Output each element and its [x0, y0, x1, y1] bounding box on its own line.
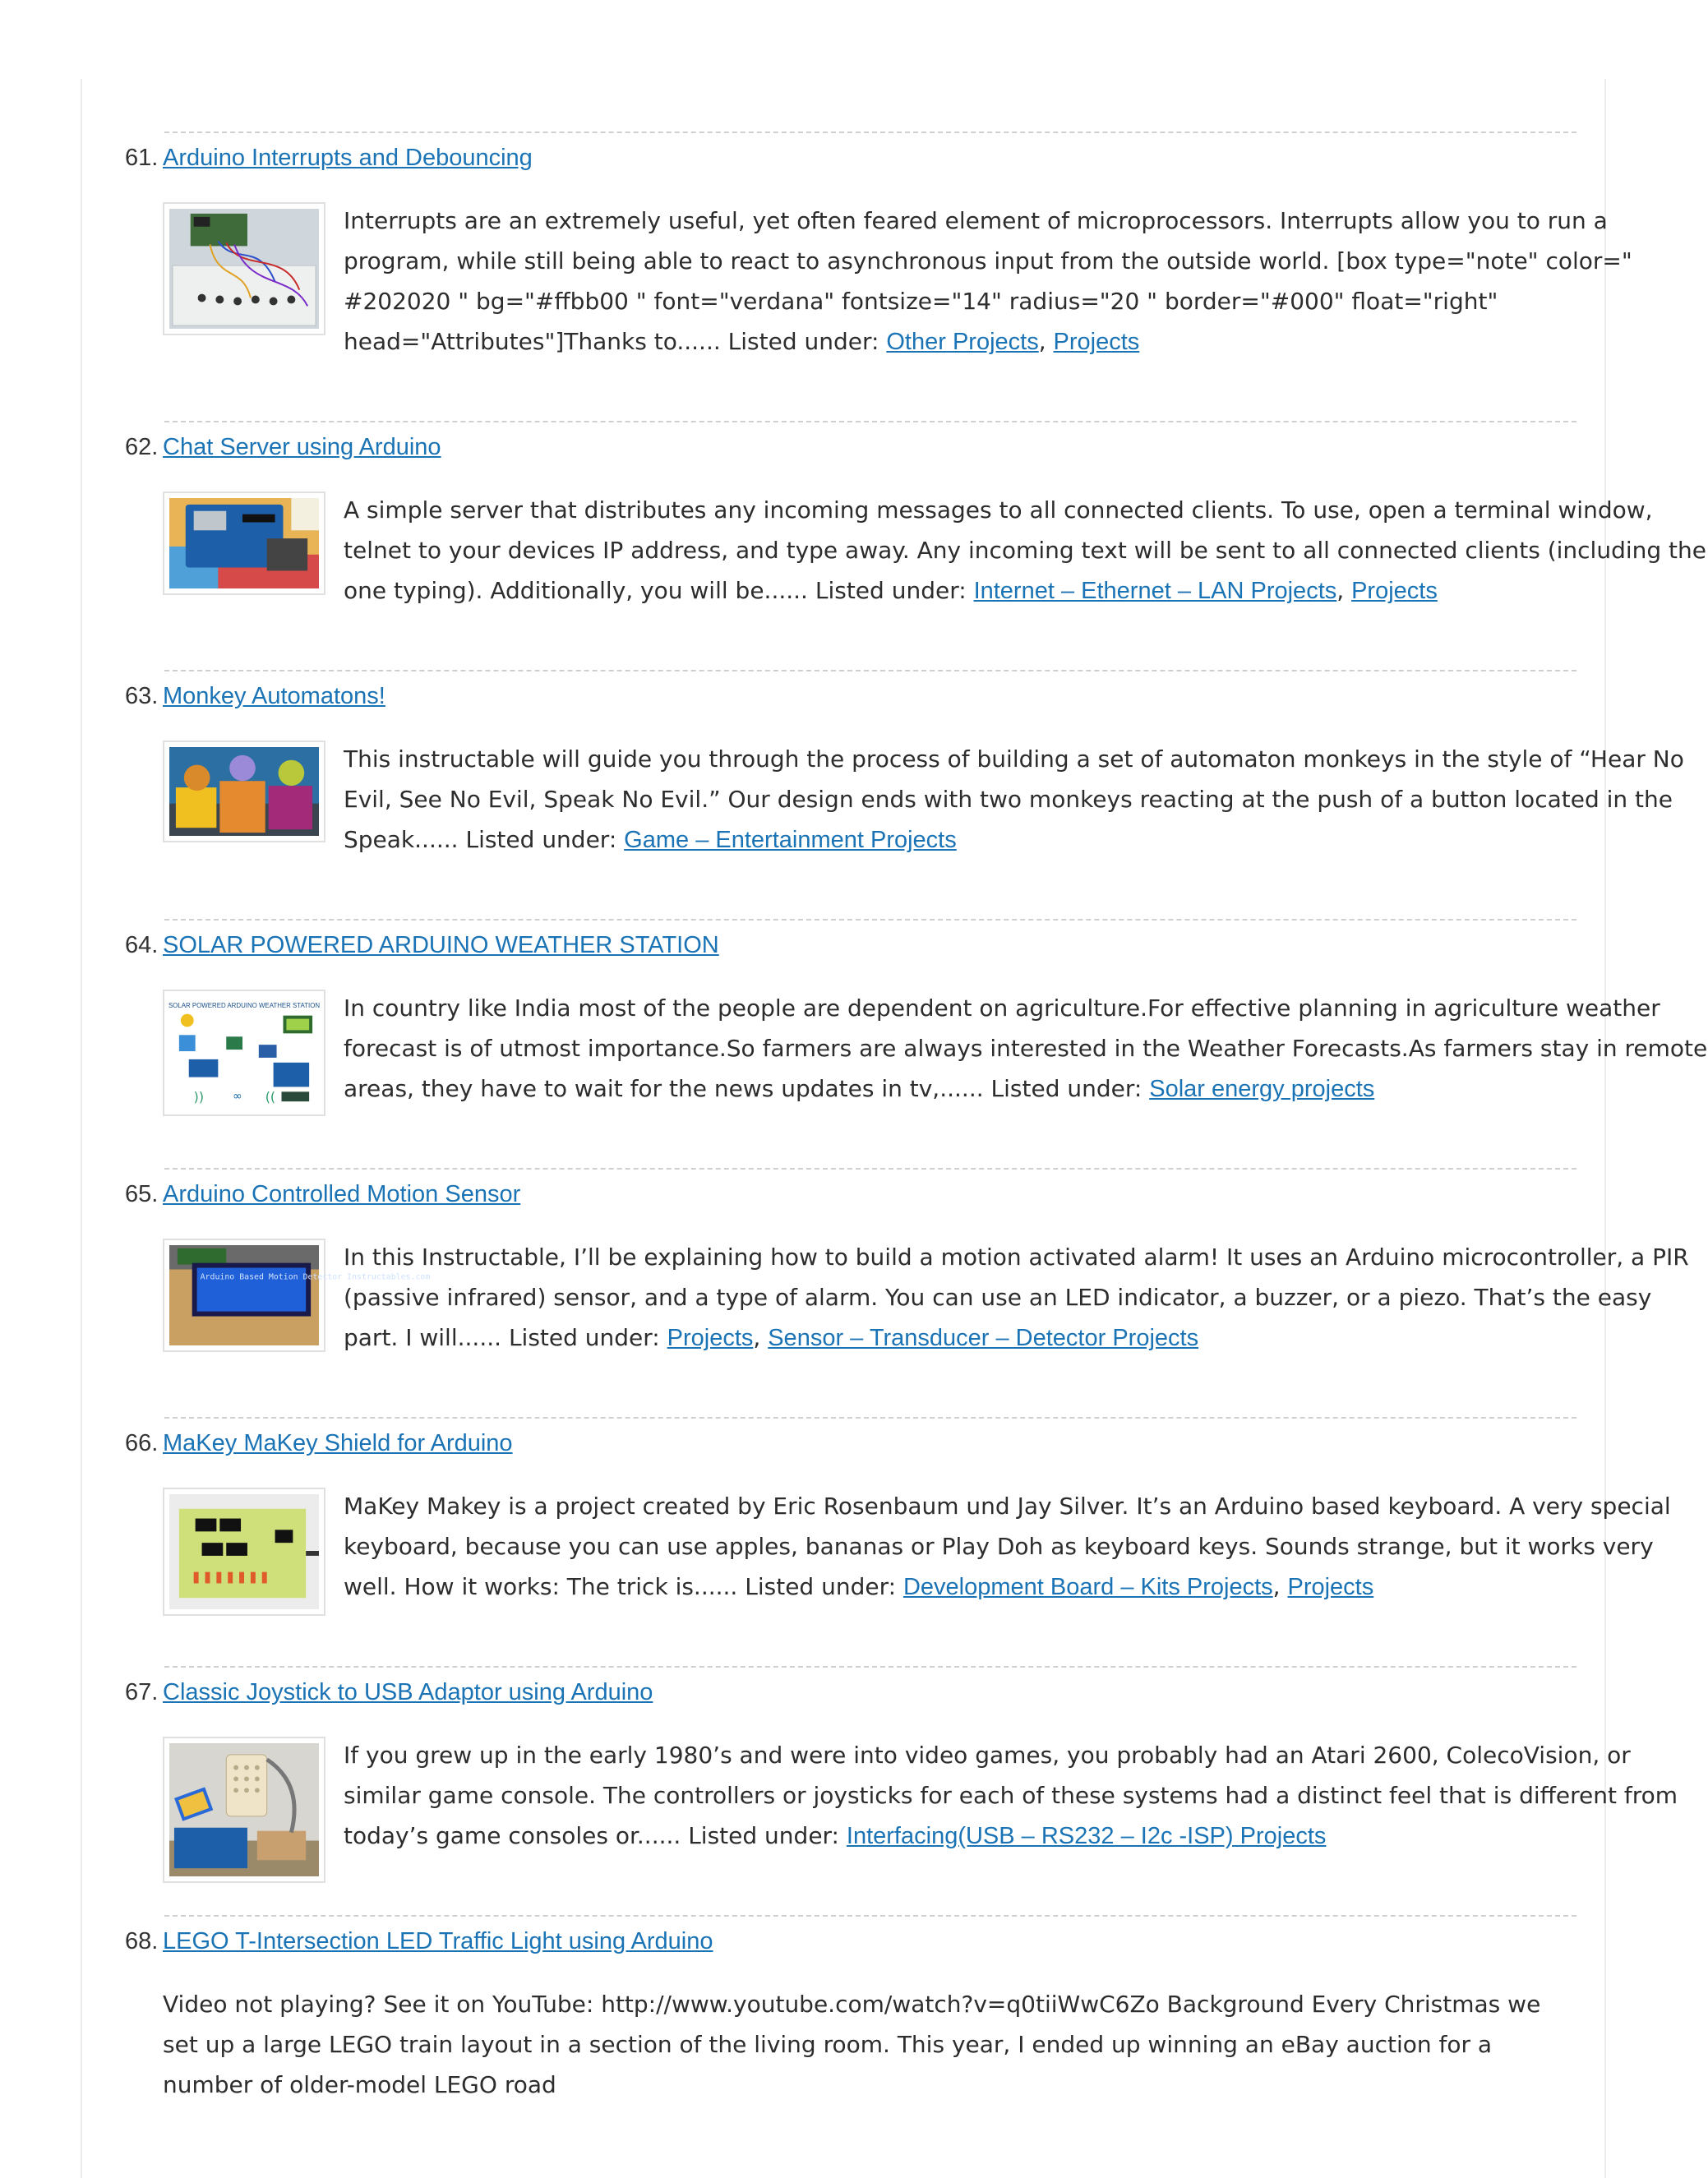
excerpt-text: Interrupts are an extremely useful, yet often feared element of microprocessors. Interrupts allow you to run a program, while still being able to react to asynchronous input from the outside world. [box type="note" color=" #202020 " bg="#ffbb00 " font="verdana" fontsize="14" radius="20 " border="#000" float="right" head="Attributes"]Thanks to......: [344, 207, 1632, 355]
item-excerpt: [344, 201, 1708, 362]
excerpt-text: MaKey Makey is a project created by Eric Rosenbaum und Jay Silver. It’s an Arduino based keyboard. A very special keyboard, because you can use apples, bananas or Play Doh as keyboard keys. Sounds strange, but it works very well. How it works: The trick is......: [344, 1493, 1671, 1600]
item-title-link[interactable]: SOLAR POWERED ARDUINO WEATHER STATION: [163, 932, 719, 958]
svg-text:∞: ∞: [233, 1090, 242, 1104]
category-link[interactable]: Projects: [1287, 1574, 1374, 1600]
item-excerpt: [344, 1486, 1708, 1608]
item-title-link[interactable]: Chat Server using Arduino: [163, 434, 441, 460]
category-link[interactable]: Game – Entertainment Projects: [624, 827, 957, 853]
thumb-caption: Arduino Based Motion Detector Instructables.com: [200, 1272, 431, 1282]
item-excerpt: [344, 490, 1708, 611]
item-thumbnail[interactable]: [163, 1239, 431, 1352]
category-link[interactable]: Sensor – Transducer – Detector Projects: [768, 1325, 1199, 1351]
excerpt-text: If you grew up in the early 1980’s and were into video games, you probably had an Atari 2600, ColecoVision, or similar game console. The controllers or joysticks for each of these systems had a distinct feel that is different from today’s game consoles or......: [344, 1742, 1678, 1849]
item-number: 61.: [125, 145, 159, 171]
excerpt-text: A simple server that distributes any incoming messages to all connected clients. To use, open a terminal window, telnet to your devices IP address, and type away. Any incoming text will be sent to all connected clients (including the one typing). Additionally, you will be......: [344, 496, 1707, 604]
svg-text:((: ((: [265, 1089, 276, 1105]
shield-pcb-thumbnail-icon: [169, 1494, 319, 1609]
excerpt-text: Video not playing? See it on YouTube: http://www.youtube.com/watch?v=q0tiiWwC6Zo Background Every Christmas we set up a large LEGO train layout in a section of the living room. This year, I ended up winning an eBay auction for a number of older-model LEGO road: [163, 1991, 1541, 2098]
item-heading: [125, 1677, 653, 1707]
listed-under-label: Listed under:: [727, 328, 879, 355]
listed-under-label: Listed under:: [688, 1822, 839, 1849]
item-thumbnail[interactable]: [163, 1488, 325, 1616]
item-heading: [125, 1927, 713, 1956]
lcd-display-thumbnail-icon: [169, 1245, 431, 1345]
divider: [164, 919, 1576, 921]
item-heading: [125, 1179, 520, 1209]
item-heading: [125, 432, 441, 462]
divider: [164, 132, 1576, 133]
svg-text:)): )): [193, 1089, 205, 1105]
item-title-link[interactable]: MaKey MaKey Shield for Arduino: [163, 1430, 513, 1456]
separator: ,: [1336, 577, 1345, 604]
excerpt-text: This instructable will guide you through the process of building a set of automaton monkeys in the style of “Hear No Evil, See No Evil, Speak No Evil.” Our design ends with two monkeys reacting at the push of a button located in the Speak......: [344, 745, 1684, 853]
category-link[interactable]: Other Projects: [886, 329, 1039, 355]
listed-under-label: Listed under:: [990, 1075, 1143, 1102]
item-thumbnail[interactable]: [163, 202, 325, 335]
item-number: 63.: [125, 683, 159, 709]
item-title-link[interactable]: Arduino Interrupts and Debouncing: [163, 145, 533, 171]
item-excerpt: [344, 988, 1708, 1110]
item-thumbnail[interactable]: [163, 1737, 325, 1883]
divider: [164, 1915, 1576, 1917]
item-number: 67.: [125, 1679, 159, 1705]
category-link[interactable]: Projects: [1053, 329, 1140, 355]
excerpt-text: In this Instructable, I’ll be explaining how to build a motion activated alarm! It uses an Arduino microcontroller, a PIR (passive infrared) sensor, and a type of alarm. You can use an LED indicator, a buzzer, or a piezo. That’s the easy part. I will......: [344, 1244, 1689, 1351]
item-number: 68.: [125, 1928, 159, 1954]
arduino-board-thumbnail-icon: [169, 498, 319, 588]
category-link[interactable]: Development Board – Kits Projects: [902, 1574, 1273, 1600]
breadboard-thumbnail-icon: [169, 209, 319, 329]
listed-under-label: Listed under:: [815, 577, 967, 604]
category-link[interactable]: Interfacing(USB – RS232 – I2c -ISP) Projects: [846, 1823, 1327, 1849]
listed-under-label: Listed under:: [465, 826, 617, 853]
divider: [164, 1168, 1576, 1170]
category-link[interactable]: Projects: [1351, 578, 1438, 604]
item-number: 62.: [125, 434, 159, 460]
separator: ,: [753, 1324, 761, 1351]
divider: [164, 1417, 1576, 1419]
item-heading: [125, 143, 533, 173]
joystick-adaptor-thumbnail-icon: [169, 1743, 319, 1876]
divider: [164, 670, 1576, 671]
category-link[interactable]: Projects: [667, 1325, 754, 1351]
item-number: 65.: [125, 1181, 159, 1207]
item-title-link[interactable]: Monkey Automatons!: [163, 683, 385, 709]
monkey-toys-thumbnail-icon: [169, 747, 319, 836]
listed-under-label: Listed under:: [745, 1573, 897, 1600]
item-heading: [125, 1428, 513, 1458]
item-title-link[interactable]: Arduino Controlled Motion Sensor: [163, 1181, 521, 1207]
divider: [164, 1666, 1576, 1668]
item-excerpt: [344, 1735, 1708, 1857]
category-link[interactable]: Internet – Ethernet – LAN Projects: [973, 578, 1337, 604]
thumb-caption: SOLAR POWERED ARDUINO WEATHER STATION: [168, 1001, 321, 1009]
item-thumbnail[interactable]: [163, 491, 325, 595]
listed-under-label: Listed under:: [508, 1324, 660, 1351]
item-excerpt: [344, 1237, 1708, 1359]
separator: ,: [1272, 1573, 1281, 1600]
item-thumbnail[interactable]: [163, 990, 325, 1116]
divider: [164, 421, 1576, 422]
weather-station-diagram-thumbnail-icon: [169, 996, 319, 1110]
excerpt-text: In country like India most of the people are dependent on agriculture.For effective planning in agriculture weather forecast is of utmost importance.So farmers are always interested in the Weather Forecasts.As farmers stay in remote areas, they have to wait for the news updates in tv,......: [344, 994, 1708, 1102]
item-heading: [125, 930, 719, 960]
item-thumbnail[interactable]: [163, 741, 325, 842]
separator: ,: [1038, 328, 1046, 355]
item-number: 64.: [125, 932, 159, 958]
item-excerpt: [344, 739, 1708, 861]
item-excerpt: [163, 1984, 1576, 2105]
item-number: 66.: [125, 1430, 159, 1456]
item-title-link[interactable]: LEGO T-Intersection LED Traffic Light using Arduino: [163, 1928, 713, 1954]
item-heading: [125, 681, 385, 711]
category-link[interactable]: Solar energy projects: [1149, 1076, 1375, 1102]
item-title-link[interactable]: Classic Joystick to USB Adaptor using Arduino: [163, 1679, 653, 1705]
